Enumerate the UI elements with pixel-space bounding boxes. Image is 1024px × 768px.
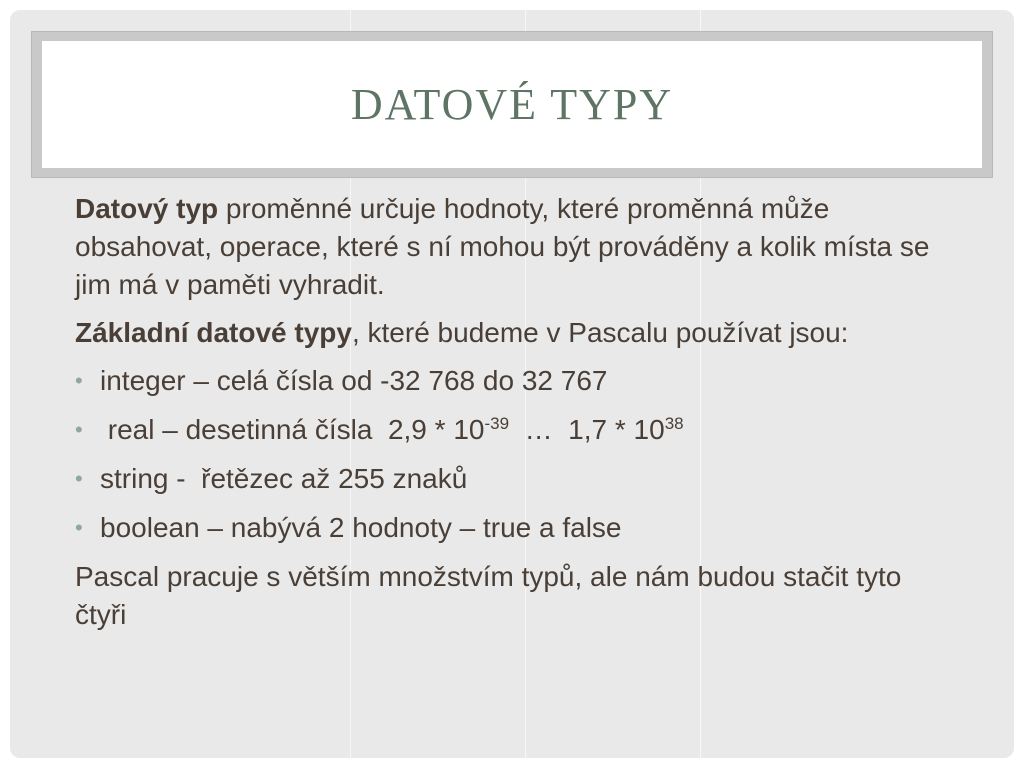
bullet-text: integer – celá čísla od -32 768 do 32 767 [100,365,608,396]
exponent: -39 [484,414,510,433]
bullet-icon: • [75,417,83,442]
term-zakladni-typy: Základní datové typy [75,317,352,348]
slide [10,10,1014,758]
content-area [75,190,955,644]
paragraph-basic-types [75,314,955,352]
bullet-text: real – desetinná čísla 2,9 * 10 [100,414,485,445]
bullet-text: boolean – nabývá 2 hodnoty – true a false [100,512,622,543]
title-box [42,41,982,168]
list-item [75,362,955,400]
bullet-icon: • [75,466,83,491]
exponent: 38 [664,414,684,433]
bullet-text: string - řetězec až 255 znaků [100,463,468,494]
basic-types-text: , které budeme v Pascalu používat jsou: [351,317,849,348]
bullet-icon: • [75,368,83,393]
list-item [75,411,955,449]
paragraph-conclusion: Pascal pracuje s větším množstvím typů, ale nám budou stačit tyto čtyři [75,561,902,630]
definition-text: proměnné určuje hodnoty, které proměnná může obsahovat, operace, které s ní mohou být prováděny a kolik místa se jim má v paměti vyhradit. [75,193,930,300]
slide-title: DATOVÉ TYPY [350,79,674,129]
list-item [75,509,955,547]
list-item [75,460,955,498]
bullet-icon: • [75,515,83,540]
bullet-text: … 1,7 * 10 [509,414,665,445]
term-datovy-typ: Datový typ [75,193,219,224]
paragraph-definition [75,190,955,304]
title-frame [31,31,993,178]
